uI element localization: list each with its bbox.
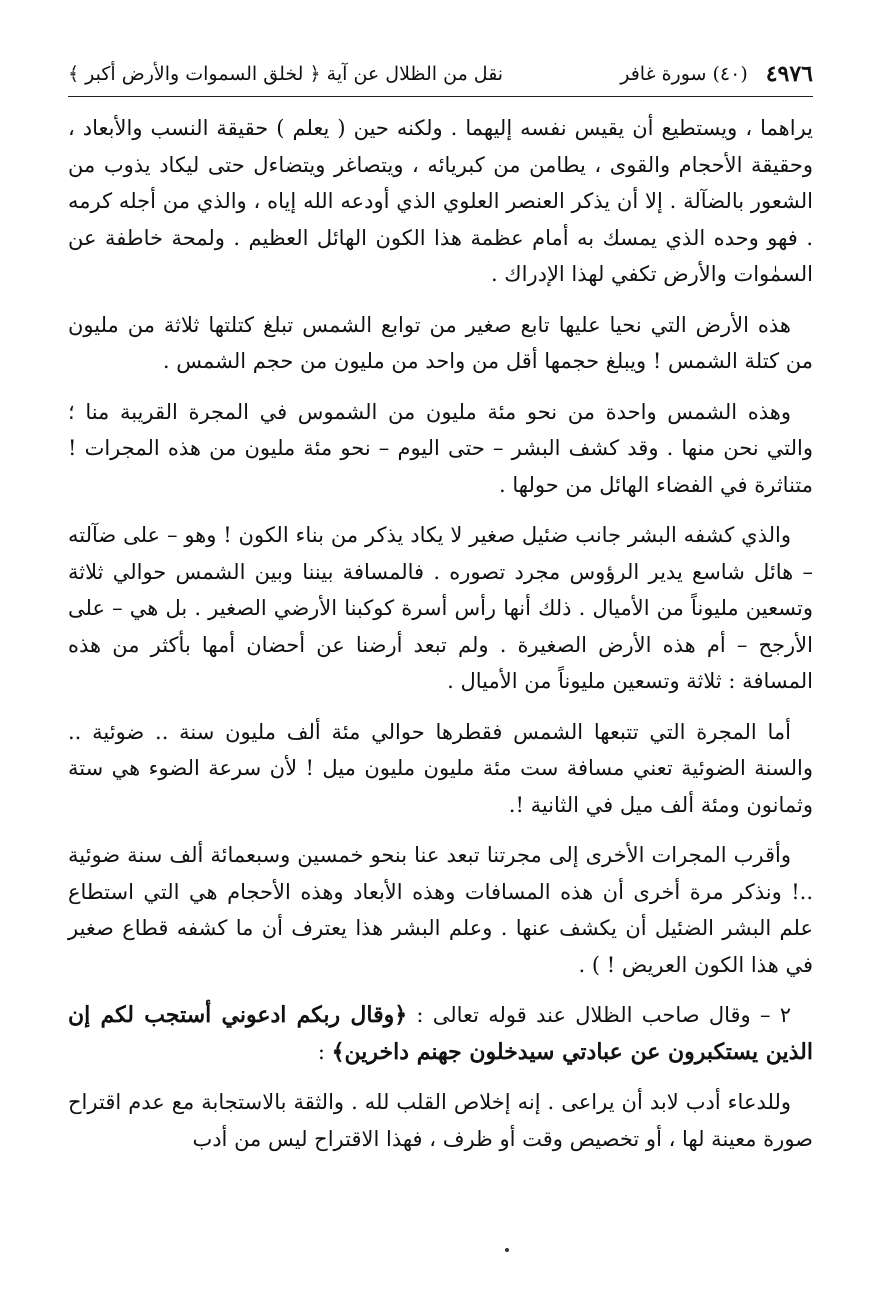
paragraph-1: يراهما ، ويستطيع أن يقيس نفسه إليهما . ولكنه حين ( يعلم ) حقيقة النسب والأبعاد ، وحقيقة الأحجام والقوى ، يطامن من كبريائه ، ويتصاغر ويتضاءل حتى ليكاد يذوب من الشعور بالضآلة . إلا أن يذكر العنصر العلوي الذي أودعه الله إياه ، والذي من أجله كرمه . فهو وحده الذي يمسك به أمام عظمة هذا الكون الهائل العظيم . ولمحة خاطفة عن السمٰوات والأرض تكفي لهذا الإدراك . (68, 116, 813, 286)
verse-prefix: ٢ – وقال صاحب الظلال عند قوله تعالى : (407, 1003, 791, 1027)
paragraph-last: وللدعاء أدب لابد أن يراعى . إنه إخلاص القلب لله . والثقة بالاستجابة مع عدم اقتراح صورة معينة لها ، أو تخصيص وقت أو ظرف ، فهذا الاقتراح ليس من أدب (68, 1090, 813, 1151)
paragraph-4: والذي كشفه البشر جانب ضئيل صغير لا يكاد يذكر من بناء الكون ! وهو – على ضآلته – هائل شاسع يدير الرؤوس مجرد تصوره . فالمسافة بيننا وبين الشمس حوالي ثلاثة وتسعين مليوناً من الأميال . ذلك أنها رأس أسرة كوكبنا الأرضي الصغير . بل هي – على الأرجح – أم هذه الأرض الصغيرة . ولم تبعد أرضنا عن أحضان أمها بأكثر من هذه المسافة : ثلاثة وتسعين مليوناً من الأميال . (68, 523, 813, 693)
verse-suffix: : (317, 1039, 332, 1064)
page-number: ٤٩٧٦ (765, 61, 813, 87)
paragraph-3: وهذه الشمس واحدة من نحو مئة مليون من الشموس في المجرة القريبة منا ؛ والتي نحن منها . وقد كشف البشر – حتى اليوم – نحو مئة مليون من هذه المجرات ! متناثرة في الفضاء الهائل من حولها . (68, 399, 813, 497)
paragraph-6: وأقرب المجرات الأخرى إلى مجرتنا تبعد عنا بنحو خمسين وسبعمائة ألف سنة ضوئية ..! ونذكر مرة أخرى أن هذه المسافات وهذه الأبعاد وهذه الأحجام هي التي استطاع علم البشر الضئيل أن يكشف عنها . وعلم البشر هذا يعترف أن ما كشفه قطاع صغير في هذا الكون العريض ! ) . (68, 843, 813, 977)
header-rule (68, 96, 813, 97)
surah-label: (٤٠) سورة غافر (620, 63, 748, 85)
paragraph-5: أما المجرة التي تتبعها الشمس فقطرها حوالي مئة ألف مليون سنة .. ضوئية .. والسنة الضوئية تعني مسافة ست مئة مليون مليون ميل ! لأن سرعة الضوء هي ستة وثمانون ومئة ألف ميل في الثانية !. (68, 719, 813, 817)
page-body (68, 110, 813, 1171)
verse-paragraph (68, 997, 813, 1070)
paragraph-2: هذه الأرض التي نحيا عليها تابع صغير من توابع الشمس تبلغ كتلتها ثلاثة من مليون من كتلة الشمس ! ويبلغ حجمها أقل من واحد من مليون من حجم الشمس . (68, 312, 813, 373)
footer-dot (505, 1248, 509, 1252)
page-header (68, 54, 813, 94)
running-title: نقل من الظلال عن آية ﴿ لخلق السموات والأرض أكبر ﴾ (68, 63, 504, 85)
quranic-verse: ﴿وقال ربكم ادعوني أستجب لكم إن الذين يستكبرون عن عبادتي سيدخلون جهنم داخرين﴾ (68, 1002, 813, 1065)
